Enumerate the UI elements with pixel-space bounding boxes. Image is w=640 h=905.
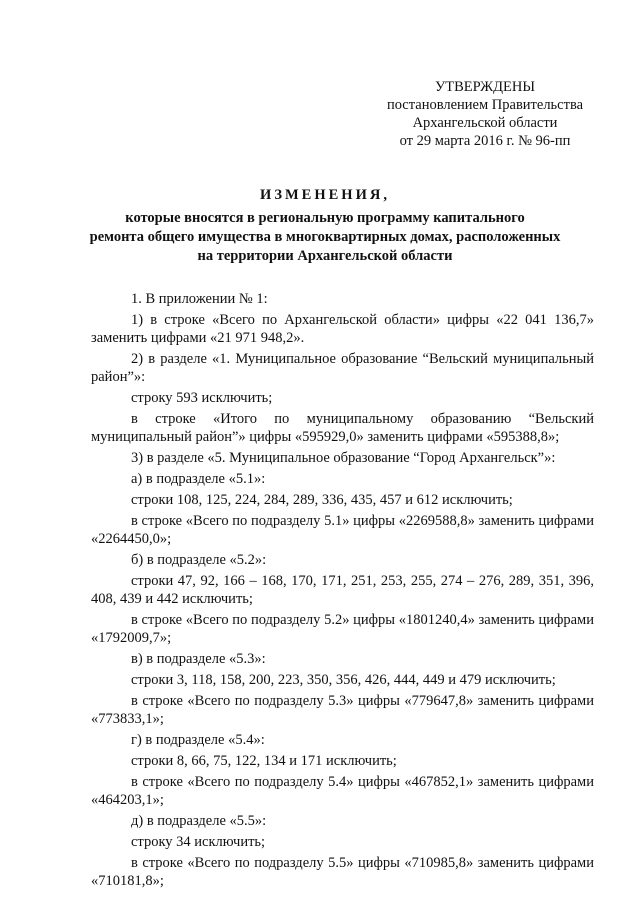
title-line-2: ремонта общего имущества в многоквартирных домах, расположенных (89, 229, 561, 245)
paragraph-21: в строке «Всего по подразделу 5.5» цифры «710985,8» заменить цифрами «710181,8»; (91, 855, 594, 889)
paragraph-14: строки 3, 118, 158, 200, 223, 350, 356, 426, 444, 449 и 479 исключить; (131, 672, 556, 688)
title-heading: ИЗМЕНЕНИЯ, (260, 187, 390, 203)
approval-line-3: Архангельской области (412, 115, 558, 131)
paragraph-7: а) в подразделе «5.1»: (131, 471, 266, 487)
approval-line-1: УТВЕРЖДЕНЫ (434, 79, 536, 95)
document-body (91, 290, 594, 893)
paragraph-16: г) в подразделе «5.4»: (131, 732, 265, 748)
paragraph-4: строку 593 исключить; (131, 390, 273, 406)
paragraph-2: 1) в строке «Всего по Архангельской области» цифры «22 041 136,7» заменить цифрами «21 971 948,2». (91, 312, 594, 346)
approval-stamp (360, 78, 610, 150)
title-line-3: на территории Архангельской области (197, 248, 453, 264)
paragraph-1: 1. В приложении № 1: (131, 291, 268, 307)
paragraph-8: строки 108, 125, 224, 284, 289, 336, 435, 457 и 612 исключить; (131, 492, 513, 508)
paragraph-17: строки 8, 66, 75, 122, 134 и 171 исключить; (131, 753, 397, 769)
paragraph-6: 3) в разделе «5. Муниципальное образование “Город Архангельск”»: (131, 450, 556, 466)
document-title (60, 186, 590, 266)
title-line-1: которые вносятся в региональную программу капитального (125, 210, 525, 226)
paragraph-9: в строке «Всего по подразделу 5.1» цифры «2269588,8» заменить цифрами «2264450,0»; (91, 513, 594, 547)
approval-line-2: постановлением Правительства (386, 97, 584, 113)
paragraph-18: в строке «Всего по подразделу 5.4» цифры «467852,1» заменить цифрами «464203,1»; (91, 774, 594, 808)
approval-line-4: от 29 марта 2016 г. № 96-пп (399, 133, 571, 149)
paragraph-5: в строке «Итого по муниципальному образованию “Вельский муниципальный район”» цифры «595929,0» заменить цифрами «595388,8»; (91, 411, 594, 445)
paragraph-19: д) в подразделе «5.5»: (131, 813, 267, 829)
paragraph-11: строки 47, 92, 166 – 168, 170, 171, 251, 253, 255, 274 – 276, 289, 351, 396, 408, 439 и 442 исключить; (91, 573, 594, 607)
paragraph-13: в) в подразделе «5.3»: (131, 651, 266, 667)
paragraph-3: 2) в разделе «1. Муниципальное образование “Вельский муниципальный район”»: (91, 351, 594, 385)
paragraph-10: б) в подразделе «5.2»: (131, 552, 267, 568)
paragraph-12: в строке «Всего по подразделу 5.2» цифры «1801240,4» заменить цифрами «1792009,7»; (91, 612, 594, 646)
paragraph-15: в строке «Всего по подразделу 5.3» цифры «779647,8» заменить цифрами «773833,1»; (91, 693, 594, 727)
paragraph-20: строку 34 исключить; (131, 834, 266, 850)
